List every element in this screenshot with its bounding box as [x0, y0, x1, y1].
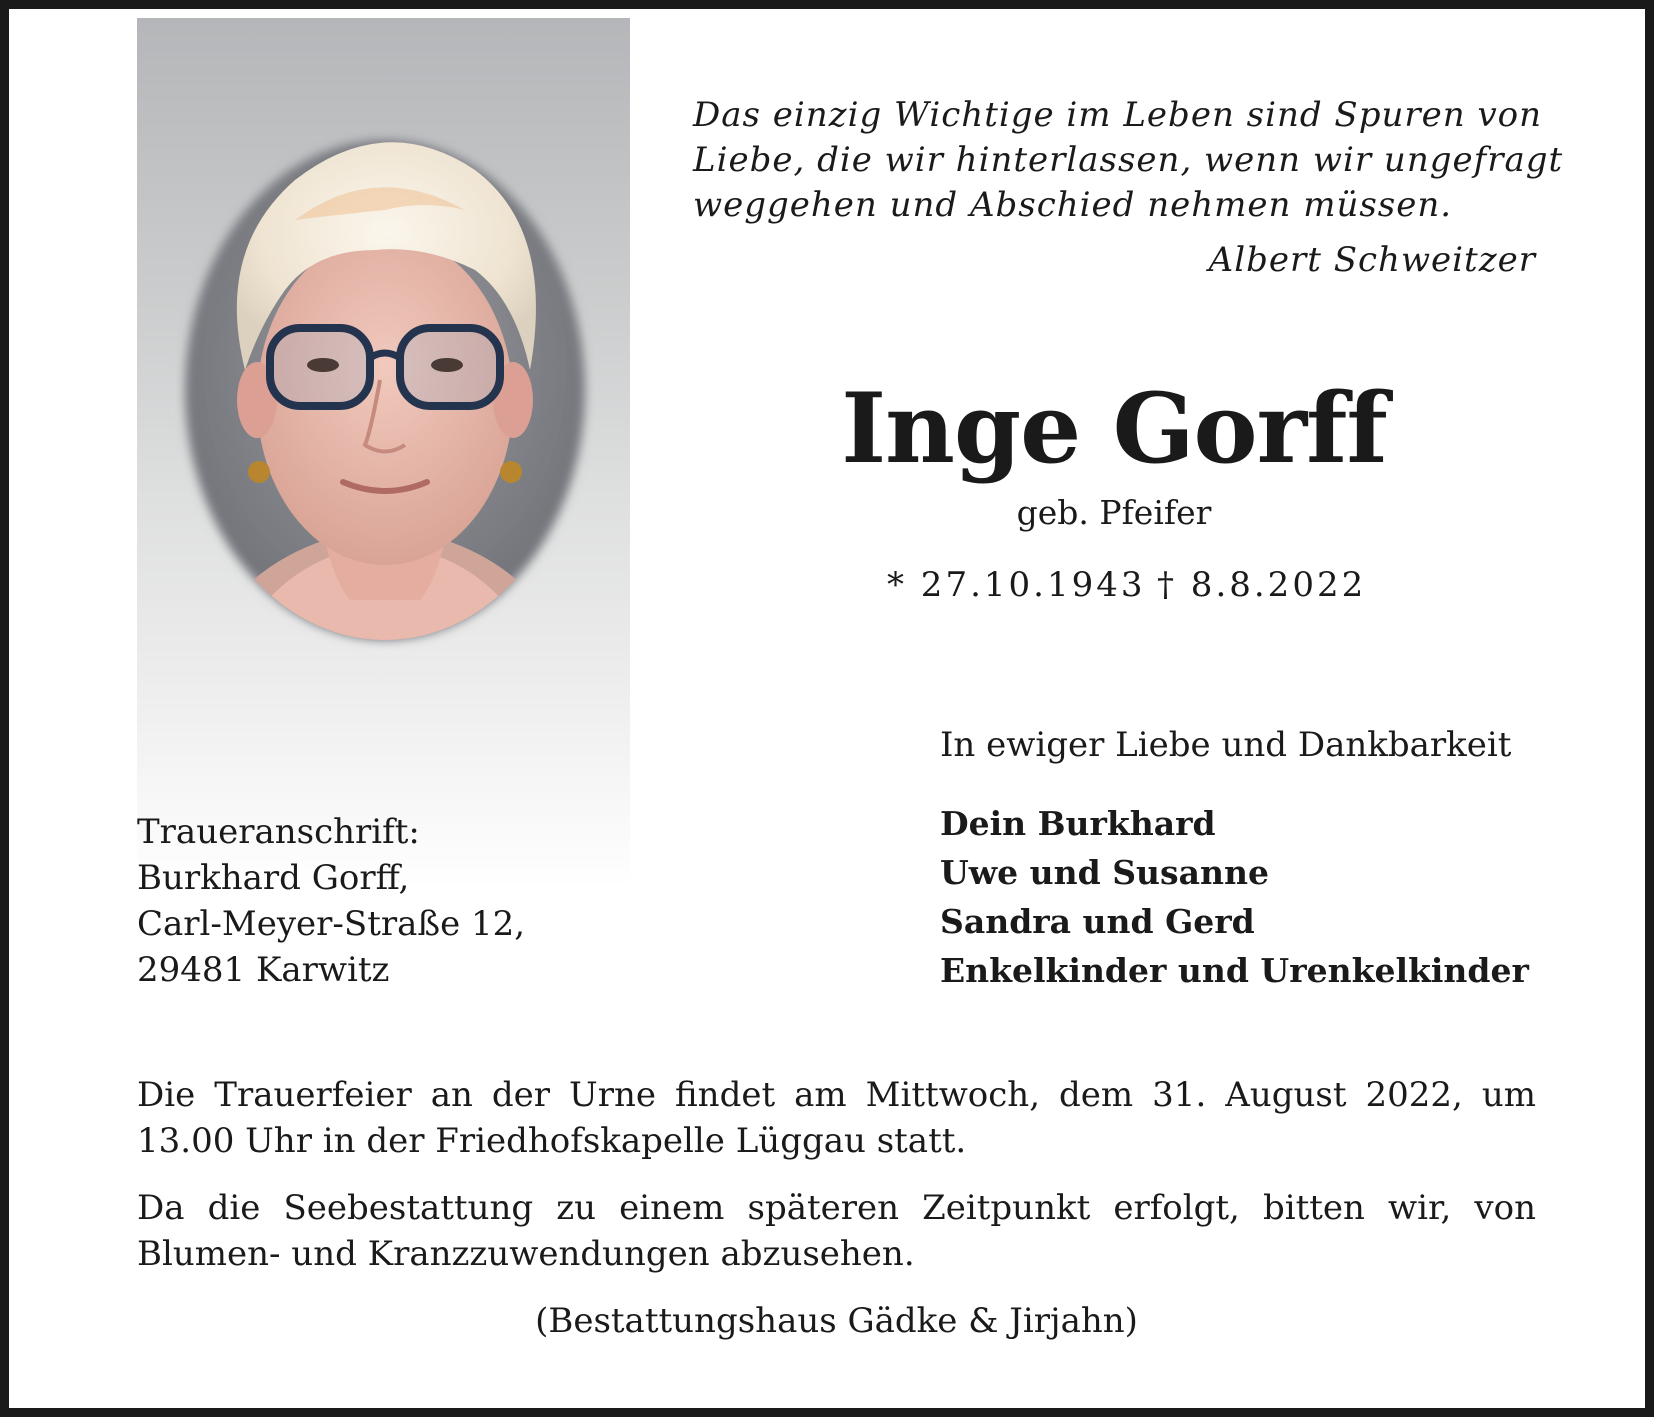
quote-line: Liebe, die wir hinterlassen, wenn wir ungefragt [693, 140, 1564, 180]
death-date: † 8.8.2022 [1157, 565, 1367, 605]
quote-block [693, 93, 1564, 283]
burial-note-paragraph: Da die Seebestattung zu einem späteren Zeitpunkt erfolgt, bitten wir, von Blumen- und Kranzzuwendungen abzusehen. [137, 1188, 1536, 1274]
quote-line: weggehen und Abschied nehmen müssen. [693, 185, 1453, 225]
ceremony-paragraph: Die Trauerfeier an der Urne findet am Mittwoch, dem 31. August 2022, um 13.00 Uhr in der Friedhofskapelle Lüggau statt. [137, 1075, 1536, 1161]
address-label: Traueranschrift: [137, 812, 420, 852]
birth-date: * 27.10.1943 [887, 565, 1146, 605]
address-line: Burkhard Gorff, [137, 858, 410, 898]
family-list [940, 799, 1529, 995]
family-member: Sandra und Gerd [940, 902, 1255, 941]
address-line: 29481 Karwitz [137, 950, 390, 990]
photo-column [137, 18, 630, 888]
undertaker-name: (Bestattungshaus Gädke & Jirjahn) [535, 1301, 1138, 1341]
maiden-name: geb. Pfeifer [1016, 493, 1212, 532]
portrait-photo-icon [175, 100, 595, 650]
address-line: Carl-Meyer-Straße 12, [137, 904, 526, 944]
deceased-name: Inge Gorff [841, 372, 1387, 485]
family-member: Enkelkinder und Urenkelkinder [940, 951, 1529, 990]
mourning-address [137, 809, 525, 993]
family-member: Dein Burkhard [940, 804, 1216, 843]
quote-line: Das einzig Wichtige im Leben sind Spuren von [693, 95, 1543, 135]
dedication: In ewiger Liebe und Dankbarkeit [940, 725, 1512, 765]
family-member: Uwe und Susanne [940, 853, 1269, 892]
quote-author: Albert Schweitzer [1208, 240, 1536, 280]
